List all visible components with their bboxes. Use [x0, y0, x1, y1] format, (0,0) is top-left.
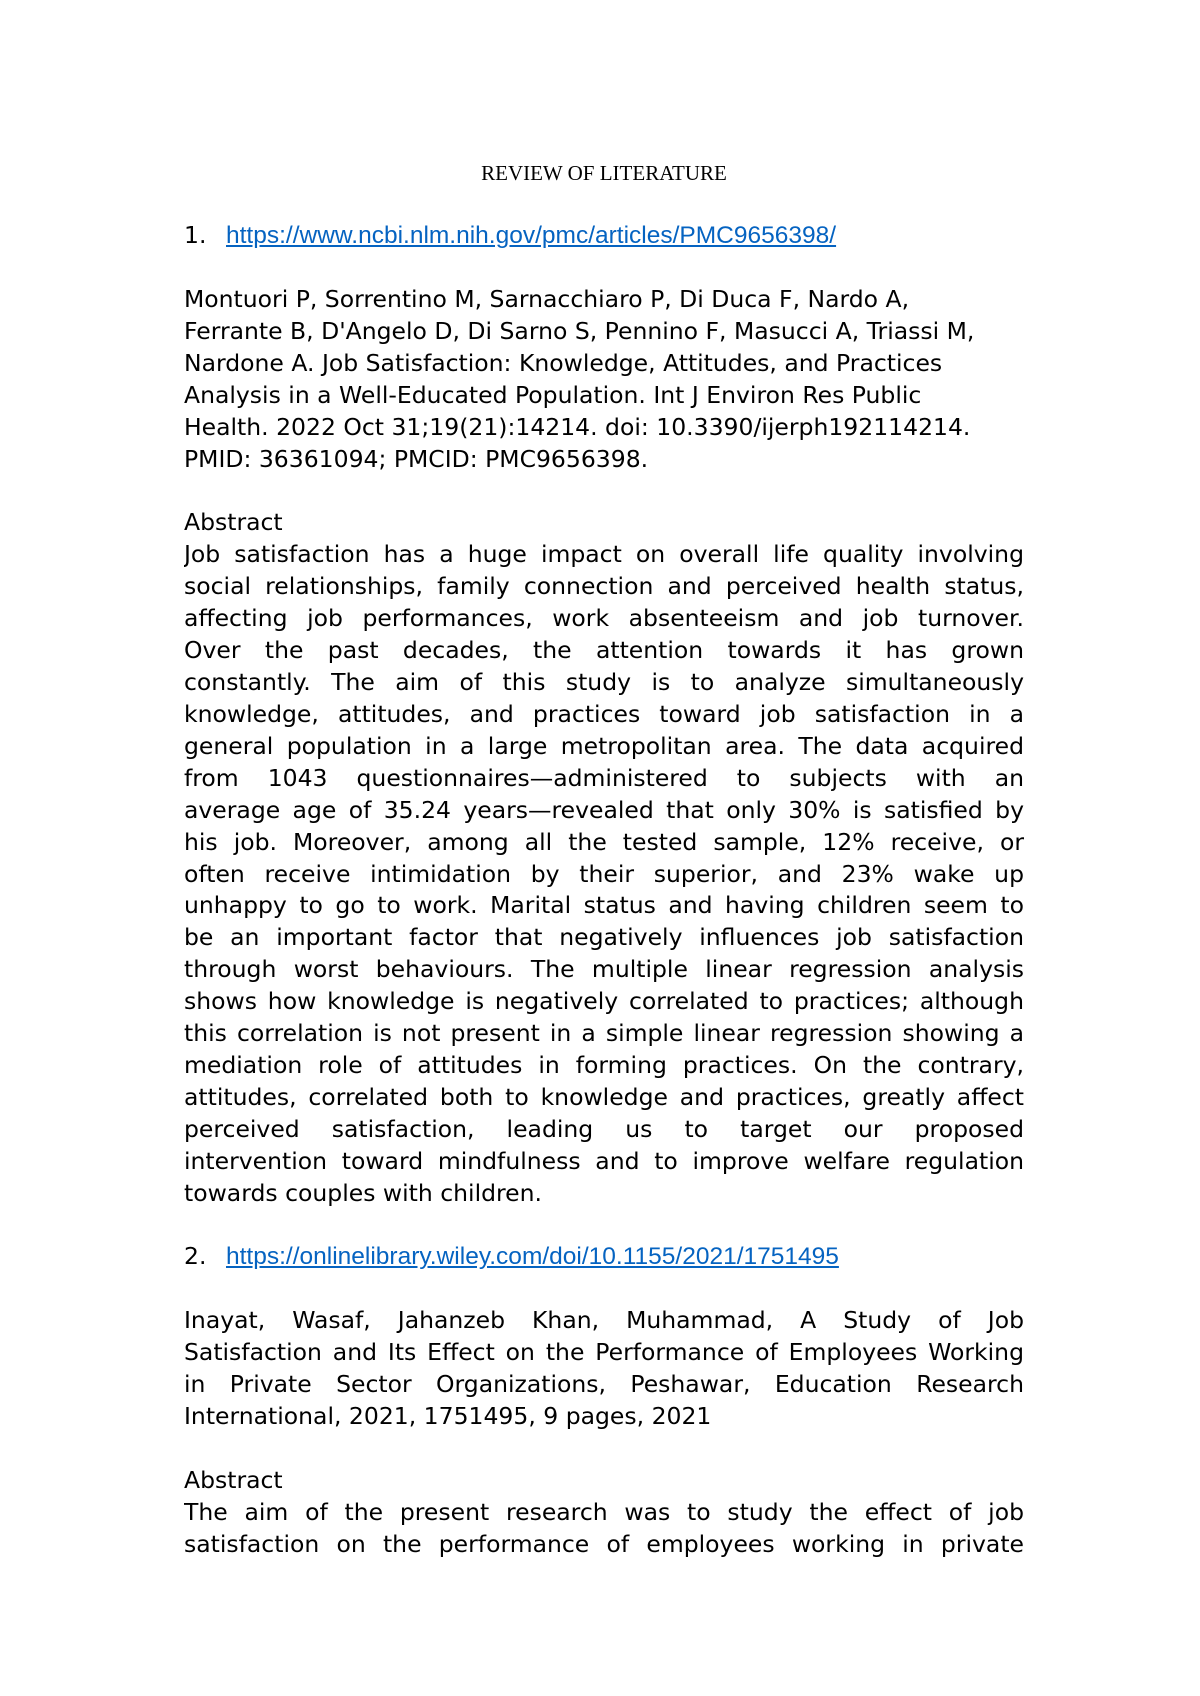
citation-line: in Private Sector Organizations, Peshawar, Education Research [184, 1370, 1024, 1399]
page-title: REVIEW OF LITERATURE [481, 161, 727, 185]
abstract-line: towards couples with children. [184, 1178, 542, 1207]
abstract-line: affecting job performances, work absenteeism and job turnover. [184, 604, 1024, 633]
abstract-line: knowledge, attitudes, and practices toward job satisfaction in a [184, 699, 1024, 728]
entry-header [184, 1241, 1024, 1273]
citation-line: Satisfaction and Its Effect on the Performance of Employees Working [184, 1338, 1024, 1367]
abstract-line: mediation role of attitudes in forming practices. On the contrary, [184, 1050, 1024, 1079]
abstract-line: be an important factor that negatively influences job satisfaction [184, 923, 1024, 952]
entry-link[interactable]: https://onlinelibrary.wiley.com/doi/10.1155/2021/1751495 [226, 1243, 839, 1271]
abstract-line: attitudes, correlated both to knowledge and practices, greatly affect [184, 1082, 1024, 1111]
citation-line: Montuori P, Sorrentino M, Sarnacchiaro P, Di Duca F, Nardo A, [184, 285, 910, 313]
abstract-body [184, 1497, 1024, 1561]
citation-line: Ferrante B, D'Angelo D, Di Sarno S, Pennino F, Masucci A, Triassi M, [184, 316, 975, 345]
abstract-line: often receive intimidation by their superior, and 23% wake up [184, 859, 1024, 888]
abstract-line: from 1043 questionnaires—administered to subjects with an [184, 763, 1024, 792]
citation-line: Nardone A. Job Satisfaction: Knowledge, Attitudes, and Practices [184, 348, 943, 377]
abstract-body [184, 539, 1024, 1209]
citation-line: Inayat, Wasaf, Jahanzeb Khan, Muhammad, A Study of Job [184, 1306, 1024, 1335]
literature-entry-1 [184, 220, 1024, 1209]
literature-entry-2 [184, 1241, 1024, 1560]
abstract-line: general population in a large metropolitan area. The data acquired [184, 731, 1024, 760]
abstract-line: through worst behaviours. The multiple linear regression analysis [184, 955, 1024, 984]
abstract-line: average age of 35.24 years—revealed that only 30% is satisfied by [184, 795, 1024, 824]
abstract-line: his job. Moreover, among all the tested sample, 12% receive, or [184, 827, 1024, 856]
entry-citation [184, 1305, 1024, 1433]
entry-number: 1. [184, 221, 207, 249]
abstract-line: Job satisfaction has a huge impact on overall life quality involving [184, 540, 1024, 569]
entry-citation [184, 284, 1024, 475]
document-content [184, 158, 1024, 1561]
abstract-line: shows how knowledge is negatively correlated to practices; although [184, 987, 1024, 1016]
citation-line: Analysis in a Well-Educated Population. Int J Environ Res Public [184, 380, 922, 409]
abstract-line: unhappy to go to work. Marital status and having children seem to [184, 891, 1024, 920]
citation-line: PMID: 36361094; PMCID: PMC9656398. [184, 444, 649, 473]
entry-link[interactable]: https://www.ncbi.nlm.nih.gov/pmc/articles/PMC9656398/ [226, 222, 837, 249]
abstract-heading: Abstract [184, 1466, 283, 1495]
citation-line: Health. 2022 Oct 31;19(21):14214. doi: 10.3390/ijerph192114214. [184, 412, 971, 441]
abstract-line: this correlation is not present in a simple linear regression showing a [184, 1019, 1024, 1048]
abstract-line: social relationships, family connection and perceived health status, [184, 572, 1024, 601]
citation-line: International, 2021, 1751495, 9 pages, 2021 [184, 1402, 712, 1431]
abstract-line: satisfaction on the performance of employees working in private [184, 1530, 1024, 1558]
abstract-line: constantly. The aim of this study is to analyze simultaneously [184, 668, 1024, 697]
abstract-line: intervention toward mindfulness and to improve welfare regulation [184, 1146, 1024, 1175]
entry-number: 2. [184, 1242, 207, 1271]
abstract-heading: Abstract [184, 508, 283, 537]
abstract-line: The aim of the present research was to study the effect of job [184, 1498, 1024, 1527]
entry-header [184, 220, 1024, 252]
abstract-line: perceived satisfaction, leading us to target our proposed [184, 1114, 1024, 1143]
abstract-line: Over the past decades, the attention towards it has grown [184, 636, 1024, 665]
